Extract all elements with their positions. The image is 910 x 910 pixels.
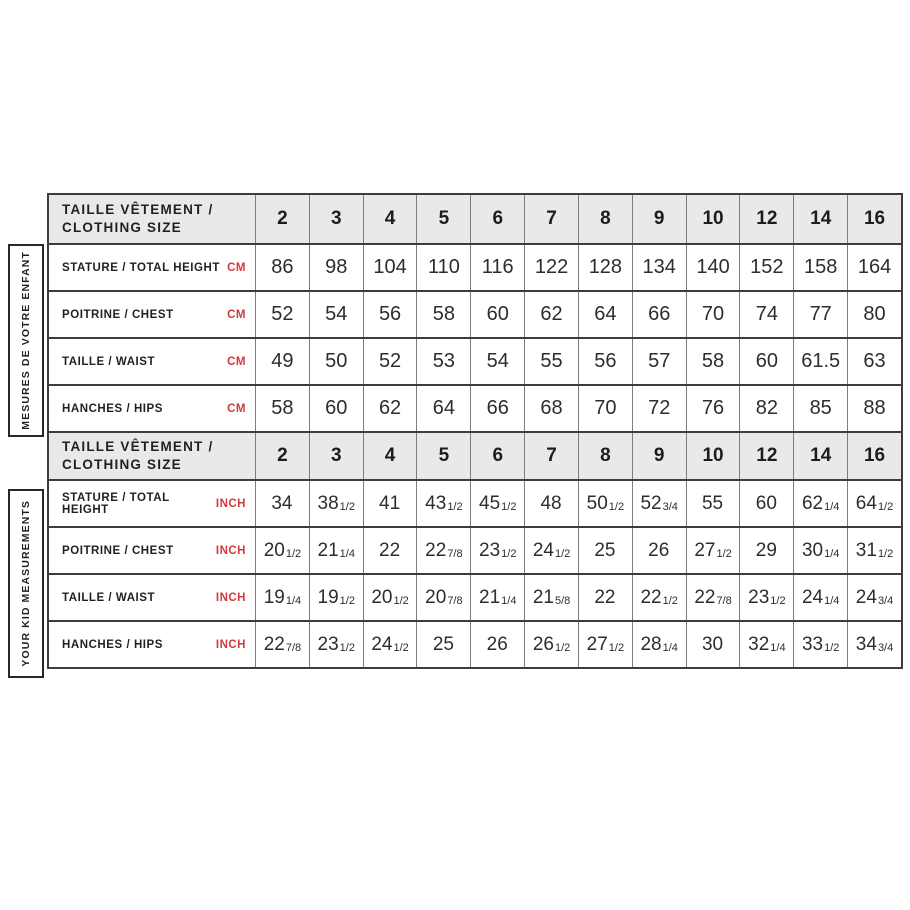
size-column-header: 6 — [470, 433, 524, 479]
value-whole: 29 — [755, 539, 777, 561]
row-label: HANCHES / HIPS — [62, 402, 163, 415]
value-fraction: 3/4 — [877, 641, 894, 654]
value-cell — [470, 481, 524, 526]
value-cell — [416, 622, 470, 667]
value-cell — [363, 575, 417, 620]
value-cell: 53 — [416, 339, 470, 384]
size-column-header: 8 — [578, 195, 632, 243]
value-cell: 49 — [255, 339, 309, 384]
value-cell — [739, 481, 793, 526]
value-cell: 64 — [578, 292, 632, 337]
size-column-header: 12 — [739, 433, 793, 479]
value-cell: 77 — [793, 292, 847, 337]
value-fraction: 1/4 — [770, 641, 786, 654]
inch-size-header-row — [49, 431, 901, 479]
value-cell — [847, 622, 901, 667]
value-whole: 34 — [271, 492, 293, 514]
value-whole: 30 — [701, 633, 724, 655]
value-cell: 76 — [686, 386, 740, 431]
value-cell — [524, 481, 578, 526]
size-column-header: 5 — [416, 195, 470, 243]
size-column-header: 12 — [739, 195, 793, 243]
value-whole: 32 — [748, 633, 770, 655]
value-cell — [793, 622, 847, 667]
value-whole: 30 — [801, 539, 824, 561]
value-fraction: 1/4 — [339, 547, 355, 560]
value-whole: 25 — [432, 633, 454, 655]
value-fraction: 7/8 — [716, 594, 732, 607]
value-cell — [739, 622, 793, 667]
value-fraction: 1/4 — [285, 594, 302, 607]
value-cell — [578, 481, 632, 526]
value-cell — [255, 622, 309, 667]
value-cell — [847, 481, 901, 526]
value-whole: 50 — [586, 492, 608, 514]
value-cell: 104 — [363, 245, 417, 290]
value-cell: 128 — [578, 245, 632, 290]
value-cell — [309, 481, 363, 526]
row-label: STATURE / TOTAL HEIGHT — [62, 261, 220, 274]
value-whole: 24 — [371, 633, 393, 655]
value-cell: 68 — [524, 386, 578, 431]
value-whole: 60 — [755, 492, 777, 514]
size-column-header: 5 — [416, 433, 470, 479]
value-cell — [739, 528, 793, 573]
value-whole: 21 — [317, 539, 339, 561]
value-whole: 22 — [640, 586, 662, 608]
value-fraction: 1/2 — [877, 547, 894, 560]
value-whole: 23 — [748, 586, 770, 608]
value-cell — [363, 528, 417, 573]
cm-section-side-box — [8, 244, 44, 437]
value-fraction: 1/2 — [501, 547, 517, 560]
row-label: POITRINE / CHEST — [62, 544, 174, 557]
row-header — [49, 386, 255, 431]
value-cell: 56 — [578, 339, 632, 384]
row-label: TAILLE / WAIST — [62, 355, 156, 368]
value-fraction: 3/4 — [662, 500, 678, 513]
value-cell: 164 — [847, 245, 901, 290]
value-fraction: 1/4 — [824, 594, 840, 607]
value-cell: 85 — [793, 386, 847, 431]
clothing-size-label-line2: CLOTHING SIZE — [62, 220, 182, 235]
size-column-header: 16 — [847, 433, 901, 479]
value-cell: 74 — [739, 292, 793, 337]
value-whole: 27 — [586, 633, 608, 655]
value-cell: 60 — [739, 339, 793, 384]
value-fraction: 3/4 — [877, 594, 894, 607]
size-column-header: 14 — [793, 195, 847, 243]
clothing-size-label-line1: TAILLE VÊTEMENT / — [62, 439, 214, 455]
row-label: POITRINE / CHEST — [62, 308, 174, 321]
value-whole: 52 — [640, 492, 662, 514]
value-cell — [524, 622, 578, 667]
value-cell: 60 — [470, 292, 524, 337]
value-whole: 64 — [855, 492, 877, 514]
size-column-header: 7 — [524, 433, 578, 479]
value-whole: 34 — [855, 633, 877, 655]
inch-hips-row — [49, 620, 901, 667]
value-cell — [578, 575, 632, 620]
value-cell: 110 — [416, 245, 470, 290]
value-cell — [847, 575, 901, 620]
size-column-header: 4 — [363, 433, 417, 479]
value-cell: 50 — [309, 339, 363, 384]
value-cell: 82 — [739, 386, 793, 431]
value-cell — [686, 528, 740, 573]
clothing-size-header-label — [49, 195, 255, 243]
value-whole: 19 — [263, 586, 285, 608]
value-cell — [632, 528, 686, 573]
value-cell — [632, 622, 686, 667]
value-fraction: 1/2 — [285, 547, 302, 560]
value-cell: 66 — [470, 386, 524, 431]
value-cell — [309, 528, 363, 573]
value-fraction: 1/2 — [608, 641, 625, 654]
value-whole: 38 — [317, 492, 339, 514]
row-label: STATURE / TOTAL HEIGHT — [62, 491, 170, 516]
cm-hips-row — [49, 384, 901, 431]
value-whole: 48 — [540, 492, 562, 514]
value-cell — [524, 575, 578, 620]
size-column-header: 4 — [363, 195, 417, 243]
value-cell: 116 — [470, 245, 524, 290]
unit-label: INCH — [215, 497, 246, 510]
value-fraction: 1/2 — [393, 641, 409, 654]
row-header — [49, 245, 255, 290]
size-column-header: 2 — [255, 433, 309, 479]
value-whole: 25 — [594, 539, 616, 561]
row-header — [49, 528, 255, 573]
size-column-header: 8 — [578, 433, 632, 479]
value-fraction: 1/2 — [770, 594, 786, 607]
value-cell — [470, 528, 524, 573]
value-cell — [524, 528, 578, 573]
value-whole: 33 — [801, 633, 824, 655]
row-header — [49, 575, 255, 620]
value-cell: 140 — [686, 245, 740, 290]
value-cell: 58 — [416, 292, 470, 337]
value-whole: 31 — [855, 539, 877, 561]
value-fraction: 1/4 — [501, 594, 517, 607]
value-cell: 80 — [847, 292, 901, 337]
value-cell — [470, 575, 524, 620]
value-cell — [416, 575, 470, 620]
unit-label: CM — [227, 402, 246, 415]
value-cell — [632, 575, 686, 620]
row-header — [49, 292, 255, 337]
inch-section-side-box — [8, 489, 44, 678]
value-fraction: 7/8 — [285, 641, 302, 654]
value-whole: 62 — [801, 492, 824, 514]
value-whole: 41 — [379, 492, 401, 514]
value-cell — [686, 481, 740, 526]
cm-waist-row — [49, 337, 901, 384]
row-header — [49, 622, 255, 667]
cm-stature-row — [49, 243, 901, 290]
value-fraction: 1/4 — [662, 641, 678, 654]
clothing-size-label-line1: TAILLE VÊTEMENT / — [62, 202, 214, 218]
value-cell: 52 — [363, 339, 417, 384]
value-cell: 152 — [739, 245, 793, 290]
value-whole: 22 — [694, 586, 716, 608]
value-cell: 122 — [524, 245, 578, 290]
cm-section-side-label: MESURES DE VOTRE ENFANT — [20, 251, 32, 430]
unit-label: CM — [227, 308, 246, 321]
cm-size-header-row — [49, 195, 901, 243]
value-fraction: 1/2 — [501, 500, 517, 513]
value-cell: 88 — [847, 386, 901, 431]
value-cell: 70 — [578, 386, 632, 431]
value-cell — [847, 528, 901, 573]
value-cell: 158 — [793, 245, 847, 290]
size-column-header: 14 — [793, 433, 847, 479]
value-whole: 24 — [801, 586, 824, 608]
value-fraction: 1/2 — [447, 500, 463, 513]
size-column-header: 10 — [686, 195, 740, 243]
value-cell — [686, 622, 740, 667]
size-column-header: 2 — [255, 195, 309, 243]
size-column-header: 3 — [309, 433, 363, 479]
value-whole: 23 — [317, 633, 339, 655]
value-cell: 62 — [524, 292, 578, 337]
size-chart-table — [47, 193, 903, 669]
size-column-header: 3 — [309, 195, 363, 243]
value-cell: 54 — [470, 339, 524, 384]
value-fraction: 1/2 — [716, 547, 732, 560]
value-cell — [255, 481, 309, 526]
value-cell: 70 — [686, 292, 740, 337]
value-fraction: 1/2 — [554, 547, 571, 560]
value-cell: 55 — [524, 339, 578, 384]
value-fraction: 1/2 — [608, 500, 625, 513]
value-cell — [255, 575, 309, 620]
inch-waist-row — [49, 573, 901, 620]
value-cell — [309, 622, 363, 667]
value-cell: 61.5 — [793, 339, 847, 384]
value-whole: 22 — [263, 633, 285, 655]
value-fraction: 1/4 — [824, 500, 840, 513]
value-whole: 21 — [532, 586, 554, 608]
size-column-header: 9 — [632, 433, 686, 479]
unit-label: INCH — [215, 544, 246, 557]
value-whole: 20 — [425, 586, 447, 608]
value-whole: 23 — [479, 539, 501, 561]
unit-label: CM — [227, 261, 246, 274]
value-fraction: 1/2 — [339, 641, 355, 654]
value-cell: 98 — [309, 245, 363, 290]
value-cell — [255, 528, 309, 573]
value-fraction: 1/2 — [877, 500, 894, 513]
value-cell: 63 — [847, 339, 901, 384]
value-cell: 62 — [363, 386, 417, 431]
value-whole: 21 — [479, 586, 501, 608]
size-column-header: 16 — [847, 195, 901, 243]
value-whole: 20 — [263, 539, 285, 561]
value-cell — [309, 575, 363, 620]
value-cell — [793, 528, 847, 573]
unit-label: INCH — [215, 638, 246, 651]
unit-label: INCH — [215, 591, 246, 604]
value-whole: 22 — [425, 539, 447, 561]
size-column-header: 9 — [632, 195, 686, 243]
value-cell: 57 — [632, 339, 686, 384]
value-cell — [578, 622, 632, 667]
value-cell: 60 — [309, 386, 363, 431]
value-whole: 24 — [855, 586, 877, 608]
value-whole: 26 — [532, 633, 554, 655]
value-cell — [739, 575, 793, 620]
cm-chest-row — [49, 290, 901, 337]
clothing-size-header-label — [49, 433, 255, 479]
value-whole: 27 — [694, 539, 716, 561]
size-column-header: 7 — [524, 195, 578, 243]
value-whole: 43 — [425, 492, 447, 514]
value-cell — [416, 528, 470, 573]
value-fraction: 1/2 — [662, 594, 678, 607]
value-cell — [363, 622, 417, 667]
value-cell — [793, 481, 847, 526]
value-cell: 64 — [416, 386, 470, 431]
value-cell — [363, 481, 417, 526]
value-cell: 66 — [632, 292, 686, 337]
unit-label: CM — [227, 355, 246, 368]
value-whole: 24 — [532, 539, 554, 561]
value-fraction: 1/2 — [393, 594, 409, 607]
value-cell — [470, 622, 524, 667]
value-cell — [793, 575, 847, 620]
row-label: HANCHES / HIPS — [62, 638, 163, 651]
value-cell — [632, 481, 686, 526]
size-column-header: 6 — [470, 195, 524, 243]
value-cell: 52 — [255, 292, 309, 337]
clothing-size-label-line2: CLOTHING SIZE — [62, 457, 182, 472]
value-fraction: 1/2 — [824, 641, 840, 654]
value-cell: 54 — [309, 292, 363, 337]
inch-stature-row — [49, 479, 901, 526]
row-label: TAILLE / WAIST — [62, 591, 156, 604]
value-whole: 19 — [317, 586, 339, 608]
value-cell — [578, 528, 632, 573]
value-fraction: 7/8 — [447, 547, 463, 560]
value-cell: 134 — [632, 245, 686, 290]
inch-chest-row — [49, 526, 901, 573]
value-whole: 20 — [371, 586, 393, 608]
value-fraction: 1/4 — [824, 547, 840, 560]
value-fraction: 7/8 — [447, 594, 463, 607]
value-cell — [416, 481, 470, 526]
value-fraction: 1/2 — [554, 641, 571, 654]
value-cell: 56 — [363, 292, 417, 337]
value-cell — [686, 575, 740, 620]
value-whole: 26 — [648, 539, 670, 561]
value-whole: 45 — [479, 492, 501, 514]
row-header — [49, 481, 255, 526]
size-column-header: 10 — [686, 433, 740, 479]
value-whole: 28 — [640, 633, 662, 655]
row-header — [49, 339, 255, 384]
value-whole: 26 — [486, 633, 508, 655]
value-whole: 55 — [701, 492, 724, 514]
value-cell: 72 — [632, 386, 686, 431]
value-fraction: 1/2 — [339, 500, 355, 513]
inch-section-side-label: YOUR KID MEASUREMENTS — [20, 500, 32, 667]
value-fraction: 1/2 — [339, 594, 355, 607]
value-fraction: 5/8 — [554, 594, 571, 607]
value-cell: 58 — [686, 339, 740, 384]
value-cell: 58 — [255, 386, 309, 431]
value-whole: 22 — [379, 539, 401, 561]
value-cell: 86 — [255, 245, 309, 290]
value-whole: 22 — [594, 586, 616, 608]
